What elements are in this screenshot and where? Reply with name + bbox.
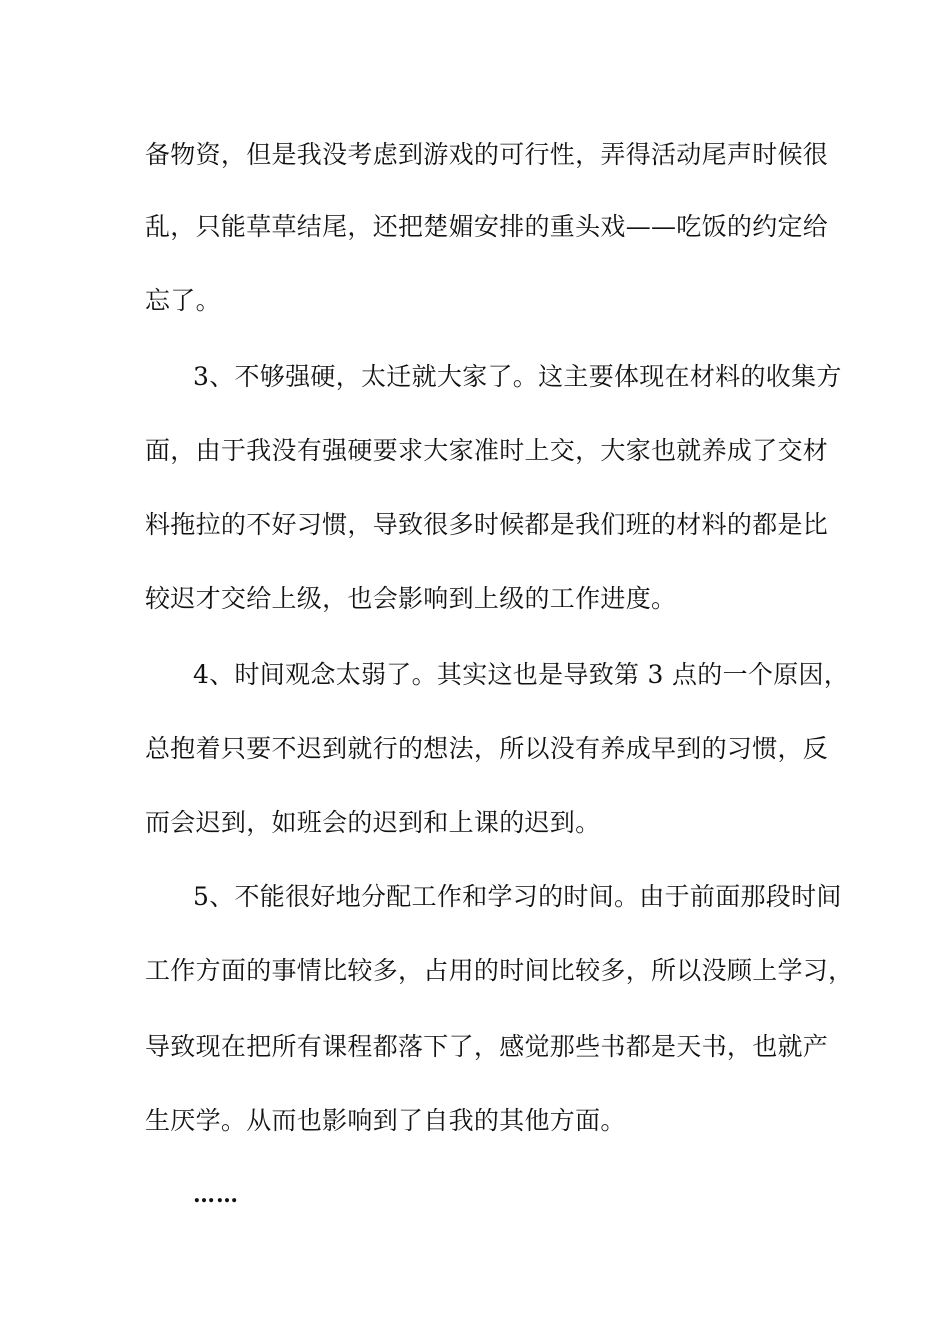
paragraph-line: 总抱着只要不迟到就行的想法，所以没有养成早到的习惯，反: [145, 734, 829, 763]
paragraph-line: 料拖拉的不好习惯，导致很多时候都是我们班的材料的都是比: [145, 510, 829, 539]
paragraph-line-item-5: 5、不能很好地分配工作和学习的时间。由于前面那段时间: [193, 882, 842, 911]
paragraph-line: 备物资，但是我没考虑到游戏的可行性，弄得活动尾声时候很: [145, 140, 829, 169]
paragraph-line: 而会迟到，如班会的迟到和上课的迟到。: [145, 808, 601, 837]
paragraph-line: 导致现在把所有课程都落下了，感觉那些书都是天书，也就产: [145, 1032, 829, 1061]
paragraph-line: 面，由于我没有强硬要求大家准时上交，大家也就养成了交材: [145, 436, 829, 465]
paragraph-line-item-4: 4、时间观念太弱了。其实这也是导致第 3 点的一个原因，: [193, 660, 850, 689]
paragraph-line: 乱，只能草草结尾，还把楚媚安排的重头戏——吃饭的约定给: [145, 212, 829, 241]
paragraph-line: 忘了。: [145, 286, 221, 315]
continuation-ellipsis: ……: [193, 1182, 239, 1208]
paragraph-line-item-3: 3、不够强硬，太迁就大家了。这主要体现在材料的收集方: [193, 362, 842, 391]
paragraph-line: 较迟才交给上级，也会影响到上级的工作进度。: [145, 584, 677, 613]
paragraph-line: 工作方面的事情比较多，占用的时间比较多，所以没顾上学习，: [145, 956, 854, 985]
paragraph-line: 生厌学。从而也影响到了自我的其他方面。: [145, 1106, 626, 1135]
